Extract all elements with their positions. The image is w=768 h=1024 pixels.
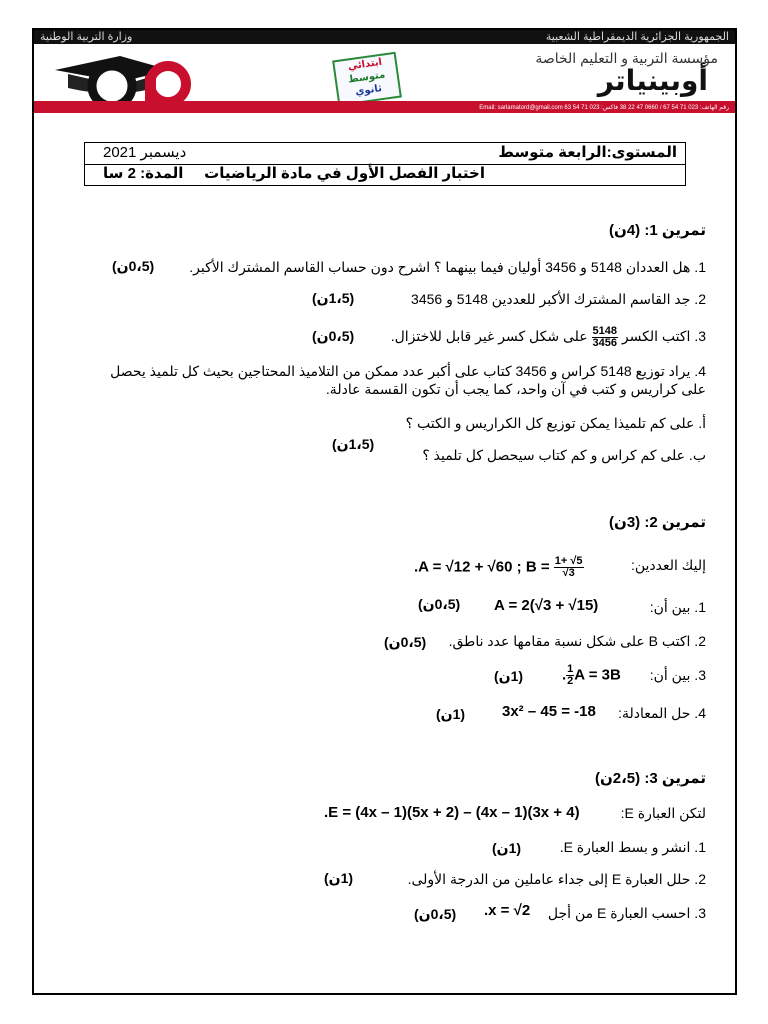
- header-bar: [34, 30, 735, 44]
- ex3-intro: لتكن العبارة E:: [620, 805, 706, 821]
- ex2-q2: 2. اكتب B على شكل نسبة مقامها عدد ناطق.: [448, 633, 706, 649]
- ex1-heading: تمرين 1: (4ن): [609, 222, 706, 239]
- contact-line: رقم الهاتف: 023 71 54 67 / 0660 47 22 38 فاكس: 023 71 54 63 Email: sarlamatord@gmail.com: [34, 104, 735, 113]
- ex3-q1-mark: (1ن): [492, 840, 522, 856]
- ex2-q1-expr: A = 2(√3 + √15): [494, 597, 599, 614]
- ex1-qb: ب. على كم كراس و كم كتاب سيحصل كل تلميذ ؟: [422, 447, 706, 463]
- levels-stamp: ابتدائي متوسط ثانوي: [332, 52, 402, 106]
- ex2-q1: 1. بين أن:: [649, 599, 706, 615]
- ex2-q2-mark: (0،5ن): [384, 634, 427, 650]
- ex2-q3-expr: . $\frac{1}{2}$ A = 3B: [562, 663, 621, 687]
- ministry-text: وزارة التربية الوطنية: [40, 31, 133, 43]
- ex2-q3: 3. بين أن:: [649, 667, 706, 683]
- level-label: المستوى:الرابعة متوسط: [498, 144, 677, 161]
- duration-label: المدة: 2 سا: [103, 165, 184, 182]
- ex3-q1: 1. انشر و بسط العبارة E.: [559, 839, 706, 855]
- republic-text: الجمهورية الجزائرية الديمقراطية الشعبية: [545, 31, 729, 43]
- ex2-q1-mark: (0،5ن): [418, 596, 461, 612]
- ex1-q4-mark: (1،5ن): [332, 436, 375, 452]
- ex1-q1-mark: (0،5ن): [112, 258, 155, 274]
- ex3-expression: .E = (4x – 1)(5x + 2) – (4x – 1)(3x + 4): [324, 804, 580, 821]
- ex1-q2: 2. جد القاسم المشترك الأكبر للعددين 5148 و 3456: [411, 291, 706, 307]
- exam-info-box: [84, 142, 686, 186]
- date-label: ديسمبر 2021: [103, 144, 187, 161]
- ex3-q3: 3. احسب العبارة E من أجل: [547, 905, 706, 921]
- ex2-intro: إليك العددين:: [630, 557, 706, 573]
- ex1-q3-mark: (0،5ن): [312, 328, 355, 344]
- ex1-q4-line2: على كراريس و كتب في آن واحد، كما يجب أن تكون القسمة عادلة.: [325, 381, 706, 397]
- ex1-q1: 1. هل العددان 5148 و 3456 أوليان فيما بينهما ؟ اشرح دون حساب القاسم المشترك الأكبر.: [189, 259, 706, 275]
- ex2-defs: .A = √12 + √60 ; B = $\frac{1+ √5}{√3}$: [414, 555, 583, 579]
- ex1-qa: أ. على كم تلميذا يمكن توزيع كل الكراريس و الكتب ؟: [405, 415, 706, 431]
- ex2-q4: 4. حل المعادلة:: [618, 705, 706, 721]
- ex3-heading: تمرين 3: (2،5ن): [594, 770, 706, 787]
- ex1-q4-line1: 4. يراد توزيع 5148 كراس و 3456 كتاب على أكبر عدد ممكن من التلاميذ المحتاجين بحيث كل تلميذ يحصل: [110, 363, 706, 379]
- ex2-q3-mark: (1ن): [494, 668, 524, 684]
- brand-name: أوبينياتر: [597, 65, 708, 96]
- ex3-q2-mark: (1ن): [324, 870, 354, 886]
- ex3-q3-mark: (0،5ن): [414, 906, 457, 922]
- exam-title: اختبار الفصل الأول في مادة الرياضيات: [204, 165, 485, 182]
- ex2-q4-expr: 3x² – 45 = -18: [502, 703, 596, 720]
- ex2-heading: تمرين 2: (3ن): [609, 514, 706, 531]
- ex3-q3-expr: .x = √2: [484, 902, 531, 919]
- fraction: $\frac{5148}{3456}$: [592, 325, 618, 349]
- institution-name: مؤسسة التربية و التعليم الخاصة: [535, 50, 718, 66]
- ex1-q2-mark: (1،5ن): [312, 290, 355, 306]
- ex2-q4-mark: (1ن): [436, 706, 466, 722]
- ex3-q2: 2. حلل العبارة E إلى جداء عاملين من الدرجة الأولى.: [407, 871, 706, 887]
- ex1-q3: 3. اكتب الكسر $\frac{5148}{3456}$ على شكل كسر غير قابل للاختزال.: [390, 325, 706, 349]
